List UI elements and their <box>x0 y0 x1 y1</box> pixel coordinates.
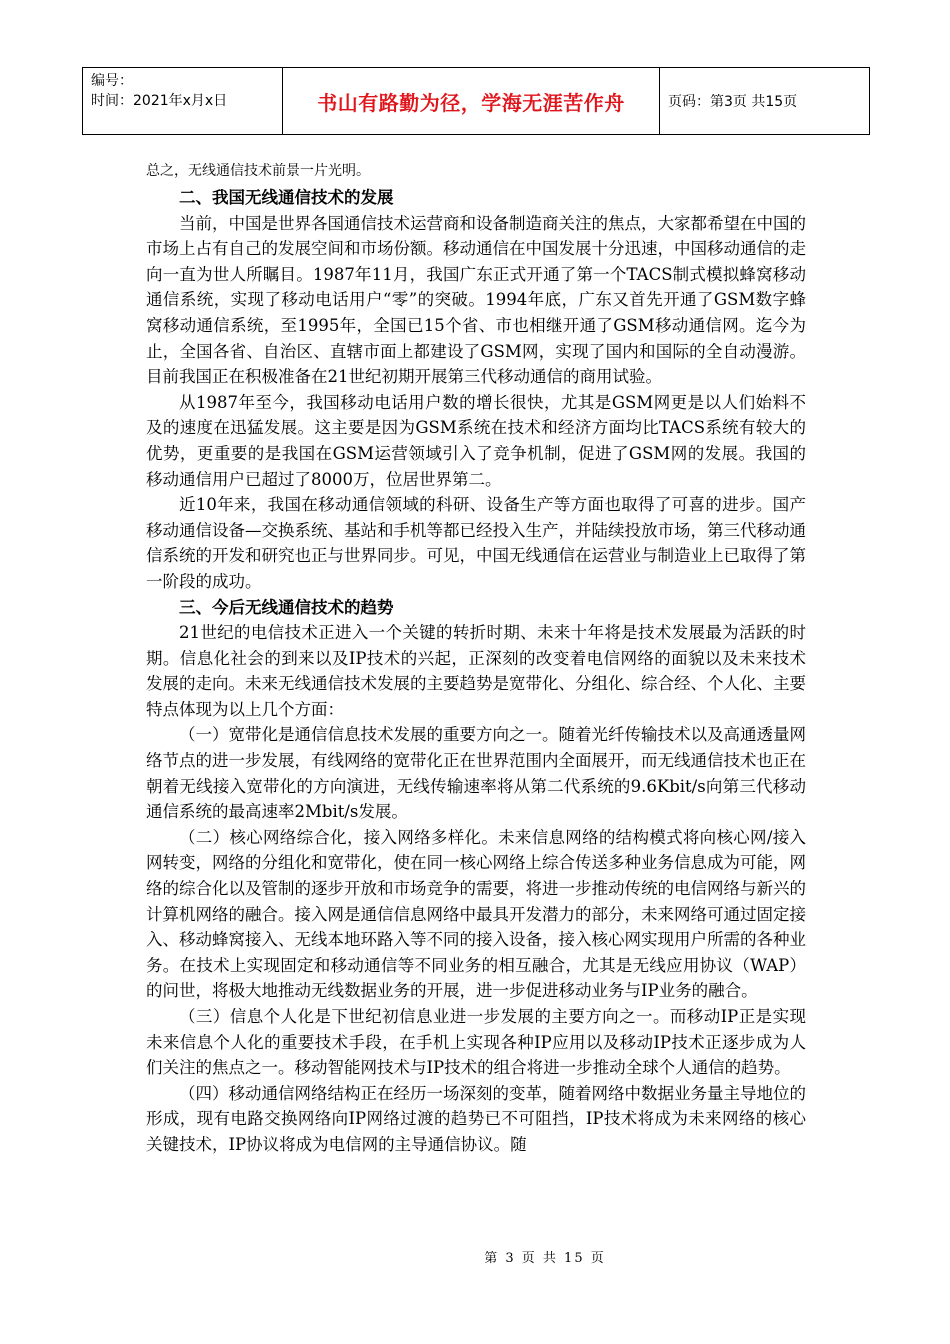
paragraph: （三）信息个人化是下世纪初信息业进一步发展的主要方向之一。而移动IP正是实现未来信息个人化的重要技术手段，在手机上实现各种IP应用以及移动IP技术正逐步成为人们关注的焦点之一。移动智能网技术与IP技术的组合将进一步推动全球个人通信的趋势。 <box>146 1007 806 1078</box>
paragraph: 从1987年至今，我国移动电话用户数的增长很快，尤其是GSM网更是以人们始料不及的速度在迅猛发展。这主要是因为GSM系统在技术和经济方面均比TACS系统有较大的优势，更重要的是我国在GSM运营领域引入了竞争机制，促进了GSM网的发展。我国的移动通信用户已超过了8000万，位居世界第二。 <box>146 392 806 489</box>
paragraph: （四）移动通信网络结构正在经历一场深刻的变革，随着网络中数据业务量主导地位的形成，现有电路交换网络向IP网络过渡的趋势已不可阻挡，IP技术将成为未来网络的核心关键技术，IP协议将成为电信网的主导通信协议。随 <box>146 1083 806 1154</box>
header-number: 编号： <box>91 73 133 89</box>
section-heading: 三、今后无线通信技术的趋势 <box>179 597 394 617</box>
section-heading: 二、我国无线通信技术的发展 <box>179 188 394 207</box>
paragraph: （一）宽带化是通信信息技术发展的重要方向之一。随着光纤传输技术以及高通透量网络节点的进一步发展，有线网络的宽带化正在世界范围内全面展开，而无线通信技术也正在朝着无线接入宽带化的方向演进，无线传输速率将从第二代系统的9.6Kbit/s向第三代移动通信系统的最高速率2Mbit/s发展。 <box>146 725 806 822</box>
header-motto: 书山有路勤为径，学海无涯苦作舟 <box>283 68 660 134</box>
document-header <box>82 67 870 135</box>
page-footer: 第 3 页 共 15 页 <box>484 1251 606 1266</box>
paragraph: （二）核心网络综合化，接入网络多样化。未来信息网络的结构模式将向核心网/接入网转变，网络的分组化和宽带化，使在同一核心网络上综合传送多种业务信息成为可能，网络的综合化以及管制的逐步开放和市场竞争的需要，将进一步推动传统的电信网络与新兴的计算机网络的融合。接入网是通信信息网络中最具开发潜力的部分，未来网络可通过固定接入、移动蜂窝接入、无线本地环路入等不同的接入设备，接入核心网实现用户所需的各种业务。在技术上实现固定和移动通信等不同业务的相互融合，尤其是无线应用协议（WAP）的问世，将极大地推动无线数据业务的开展，进一步促进移动业务与IP业务的融合。 <box>146 827 806 1001</box>
header-time: 时间：2021年x月x日 <box>91 93 228 109</box>
paragraph: 21世纪的电信技术正进入一个关键的转折时期、未来十年将是技术发展最为活跃的时期。信息化社会的到来以及IP技术的兴起，正深刻的改变着电信网络的面貌以及未来技术发展的走向。未来无线通信技术发展的主要趋势是宽带化、分组化、综合经、个人化、主要特点体现为以上几个方面： <box>146 623 806 719</box>
paragraph: 当前，中国是世界各国通信技术运营商和设备制造商关注的焦点，大家都希望在中国的市场上占有自己的发展空间和市场份额。移动通信在中国发展十分迅速，中国移动通信的走向一直为世人所瞩目。1987年11月，我国广东正式开通了第一个TACS制式模拟蜂窝移动通信系统，实现了移动电话用户“零”的突破。1994年底，广东又首先开通了GSM数字蜂窝移动通信系统，至1995年，全国已15个省、市也相继开通了GSM移动通信网。迄今为止，全国各省、自治区、直辖市面上都建设了GSM网，实现了国内和国际的全自动漫游。目前我国正在积极准备在21世纪初期开展第三代移动通信的商用试验。 <box>146 213 806 387</box>
header-meta <box>83 68 283 134</box>
paragraph: 近10年来，我国在移动通信领域的科研、设备生产等方面也取得了可喜的进步。国产移动通信设备—交换系统、基站和手机等都已经投入生产，并陆续投放市场，第三代移动通信系统的开发和研究也正与世界同步。可见，中国无线通信在运营业与制造业上已取得了第一阶段的成功。 <box>146 495 806 591</box>
paragraph: 总之，无线通信技术前景一片光明。 <box>146 163 370 179</box>
header-page-info: 页码：第3页 共15页 <box>668 94 798 110</box>
document-body <box>146 157 806 1158</box>
